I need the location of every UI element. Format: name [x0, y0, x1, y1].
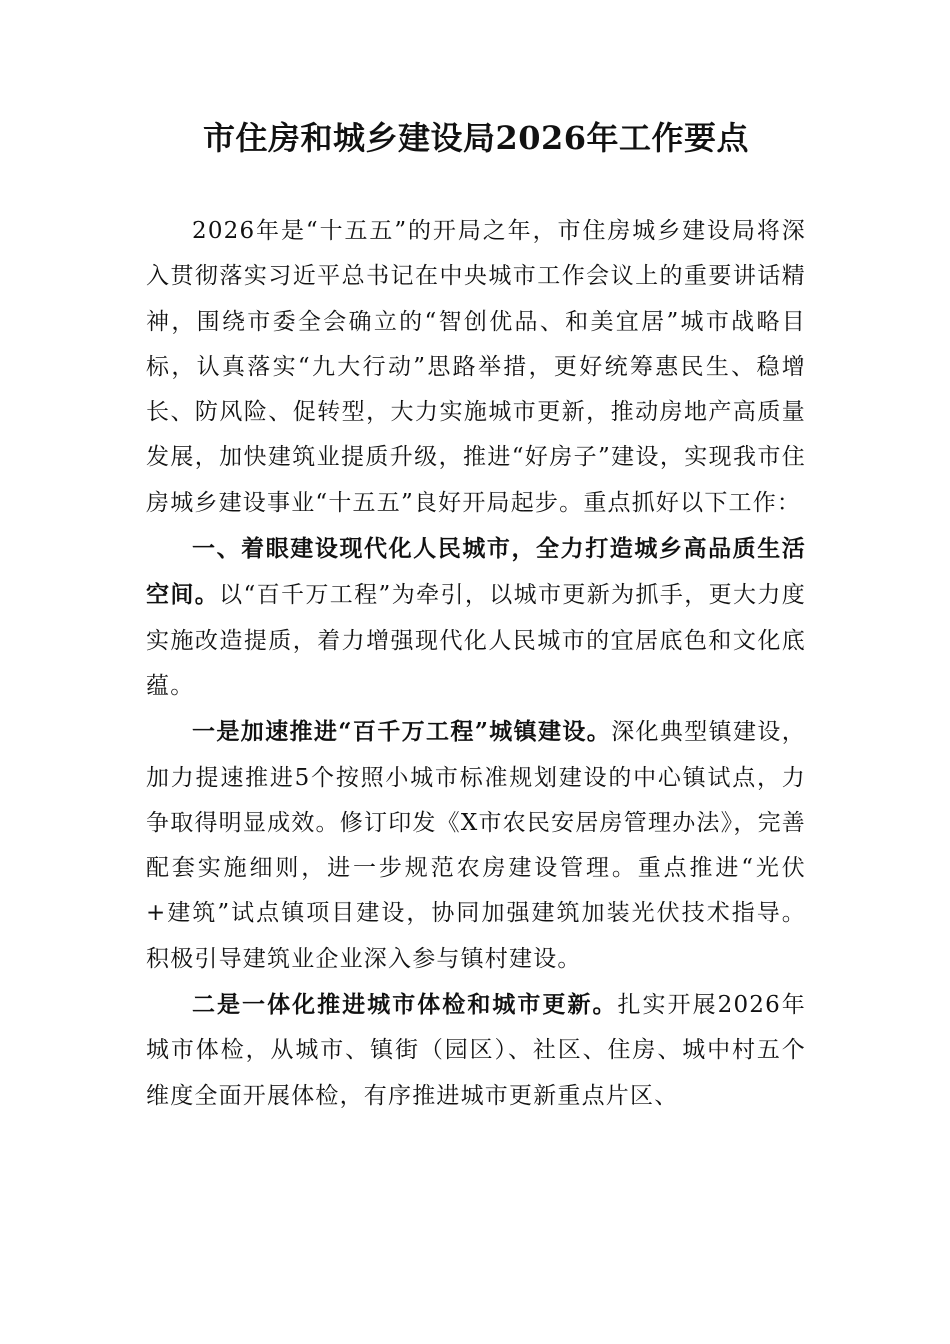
section-one-heading: 一、着眼建设现代化人民城市，全力打造城乡高品质生活空间。: [146, 535, 806, 609]
intro-paragraph: 2026年是“十五五”的开局之年，市住房城乡建设局将深入贯彻落实习近平总书记在中央城市工作会议上的重要讲话精神，围绕市委全会确立的“智创优品、和美宜居”城市战略目标，认真落实“九大行动”思路举措，更好统筹惠民生、稳增长、防风险、促转型，大力实施城市更新，推动房地产高质量发展，加快建筑业提质升级，推进“好房子”建设，实现我市住房城乡建设事业“十五五”良好开局起步。重点抓好以下工作：: [146, 218, 806, 516]
item-one-paragraph: [146, 709, 806, 982]
item-one-heading: 一是加速推进“百千万工程”城镇建设。: [192, 718, 612, 746]
document-title: 市住房和城乡建设局2026年工作要点: [202, 119, 750, 157]
item-one-text: 深化典型镇建设，加力提速推进5个按照小城市标准规划建设的中心镇试点，力争取得明显成效。修订印发《X市农民安居房管理办法》，完善配套实施细则，进一步规范农房建设管理。重点推进“光伏+建筑”试点镇项目建设，协同加强建筑加装光伏技术指导。积极引导建筑业企业深入参与镇村建设。: [146, 719, 806, 972]
document-body: [146, 209, 806, 1119]
section-one-text: 以“百千万工程”为牵引，以城市更新为抓手，更大力度实施改造提质，着力增强现代化人民城市的宜居底色和文化底蕴。: [146, 582, 806, 699]
item-two-heading: 二是一体化推进城市体检和城市更新。: [192, 991, 618, 1019]
item-two-paragraph: [146, 982, 806, 1119]
item-two-text: 扎实开展2026年城市体检，从城市、镇街（园区）、社区、住房、城中村五个维度全面开展体检，有序推进城市更新重点片区、: [146, 992, 806, 1109]
section-one-paragraph: [146, 526, 806, 709]
